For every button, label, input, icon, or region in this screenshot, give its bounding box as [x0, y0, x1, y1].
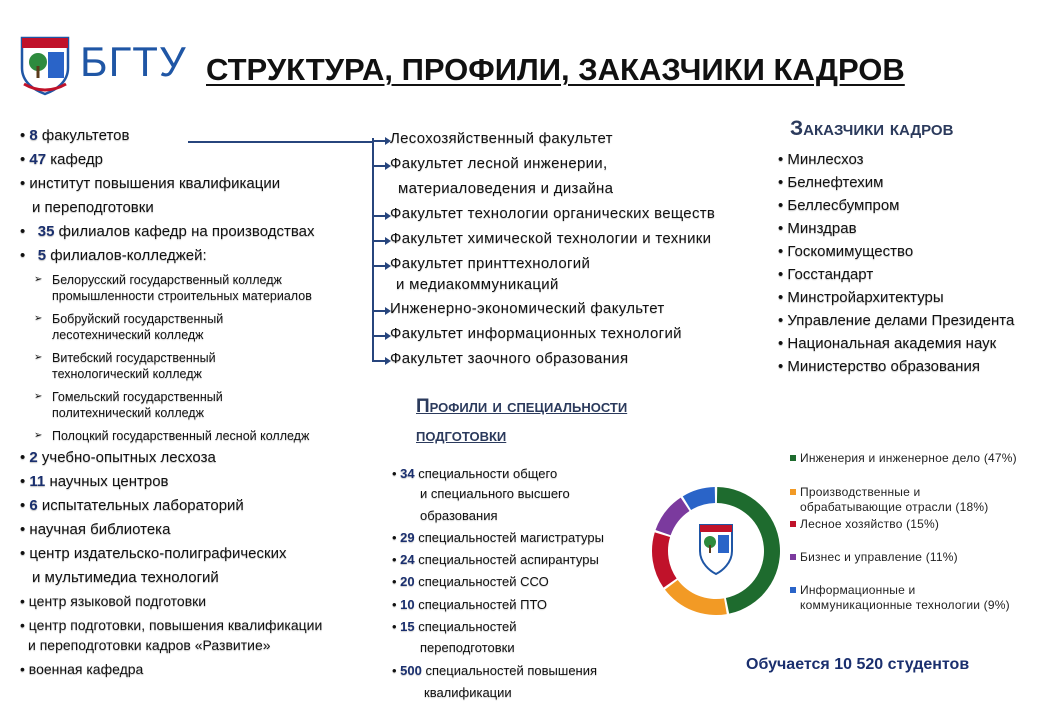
faculty-item: Факультет принттехнологий — [390, 255, 591, 272]
customer-item: • Управление делами Президента — [778, 312, 1015, 329]
faculty-arrow — [372, 310, 386, 312]
faculty-item: Факультет заочного образования — [390, 350, 629, 367]
faculty-item: материаловедения и дизайна — [398, 180, 614, 197]
legend-label: Производственные и обрабатывающие отрасли (18%) — [800, 485, 989, 514]
students-count: Обучается 10 520 студентов — [746, 656, 970, 673]
list-item: • центр издательско-полиграфических — [20, 545, 287, 562]
legend-label: Информационные и коммуникационные технологии (9%) — [800, 583, 1010, 612]
legend-swatch — [790, 455, 796, 461]
list-item: и переподготовки — [32, 199, 154, 216]
list-item: • 8 факультетов — [20, 127, 130, 144]
customer-item: • Белнефтехим — [778, 174, 884, 191]
customer-item: • Минлесхоз — [778, 151, 864, 168]
faculty-item: Факультет информационных технологий — [390, 325, 682, 342]
list-item: • 47 кафедр — [20, 151, 103, 168]
faculty-item: Факультет лесной инженерии, — [390, 155, 608, 172]
list-item: • институт повышения квалификации — [20, 175, 281, 192]
faculty-item: Факультет технологии органических веществ — [390, 205, 716, 222]
legend-swatch — [790, 489, 796, 495]
customer-item: • Госстандарт — [778, 266, 874, 283]
profile-item: квалификации — [424, 685, 512, 700]
faculty-arrow — [372, 240, 386, 242]
faculty-arrow — [372, 215, 386, 217]
list-item: • 11 научных центров — [20, 473, 169, 490]
profile-item: • 29 специальностей магистратуры — [392, 530, 604, 545]
profile-item: переподготовки — [420, 640, 515, 655]
customer-item: • Минстройархитектуры — [778, 289, 944, 306]
profile-item: • 500 специальностей повышения — [392, 663, 598, 678]
faculty-item: Инженерно-экономический факультет — [390, 300, 665, 317]
customer-item: • Министерство образования — [778, 358, 980, 375]
university-logo — [18, 34, 72, 96]
donut-slice — [665, 580, 727, 615]
list-item: и мультимедиа технологий — [32, 569, 219, 586]
list-item: • военная кафедра — [20, 661, 144, 677]
list-item: • 2 учебно-опытных лесхоза — [20, 449, 216, 466]
faculty-bracket — [372, 138, 374, 362]
profiles-donut-chart — [650, 485, 782, 617]
faculty-arrow — [372, 335, 386, 337]
faculty-arrow — [372, 140, 386, 142]
legend-swatch — [790, 554, 796, 560]
donut-slice — [656, 498, 690, 536]
legend-label: Лесное хозяйство (15%) — [800, 517, 940, 531]
profile-item: • 34 специальности общего — [392, 466, 558, 481]
profile-item: образования — [420, 508, 498, 523]
list-item: • 35 филиалов кафедр на производствах — [20, 223, 315, 240]
profile-item: • 20 специальностей ССО — [392, 574, 549, 589]
connector-line — [188, 141, 372, 143]
profile-item: и специального высшего — [420, 486, 570, 501]
brand-name: БГТУ — [80, 38, 187, 85]
list-item: • 5 филиалов-колледжей: — [20, 247, 207, 264]
donut-slice — [652, 532, 677, 587]
list-item: • 6 испытательных лабораторий — [20, 497, 244, 514]
legend-swatch — [790, 521, 796, 527]
faculty-item: и медиакоммуникаций — [396, 276, 559, 293]
profiles-title: Профили и специальности подготовки — [416, 396, 628, 446]
faculty-arrow — [372, 165, 386, 167]
list-item: • центр языковой подготовки — [20, 593, 207, 609]
profile-item: • 15 специальностей — [392, 619, 517, 634]
faculty-arrow — [372, 265, 386, 267]
faculty-item: Факультет химической технологии и техники — [390, 230, 712, 247]
profile-item: • 10 специальностей ПТО — [392, 597, 547, 612]
legend-swatch — [790, 587, 796, 593]
customer-item: • Госкомимущество — [778, 243, 914, 260]
legend-label: Бизнес и управление (11%) — [800, 550, 958, 564]
customers-title: Заказчики кадров — [790, 117, 954, 140]
customer-item: • Национальная академия наук — [778, 335, 997, 352]
list-item: и переподготовки кадров «Развитие» — [28, 637, 271, 653]
page-title: СТРУКТУРА, ПРОФИЛИ, ЗАКАЗЧИКИ КАДРОВ — [206, 52, 905, 87]
faculty-item: Лесохозяйственный факультет — [390, 130, 613, 147]
list-item: • центр подготовки, повышения квалификации — [20, 617, 323, 633]
donut-slice — [683, 487, 715, 510]
customer-item: • Беллесбумпром — [778, 197, 900, 214]
legend-label: Инженерия и инженерное дело (47%) — [800, 451, 1017, 465]
center-logo — [700, 525, 732, 574]
customer-item: • Минздрав — [778, 220, 857, 237]
list-item: • научная библиотека — [20, 521, 171, 538]
faculty-arrow — [372, 360, 386, 362]
profile-item: • 24 специальностей аспирантуры — [392, 552, 599, 567]
